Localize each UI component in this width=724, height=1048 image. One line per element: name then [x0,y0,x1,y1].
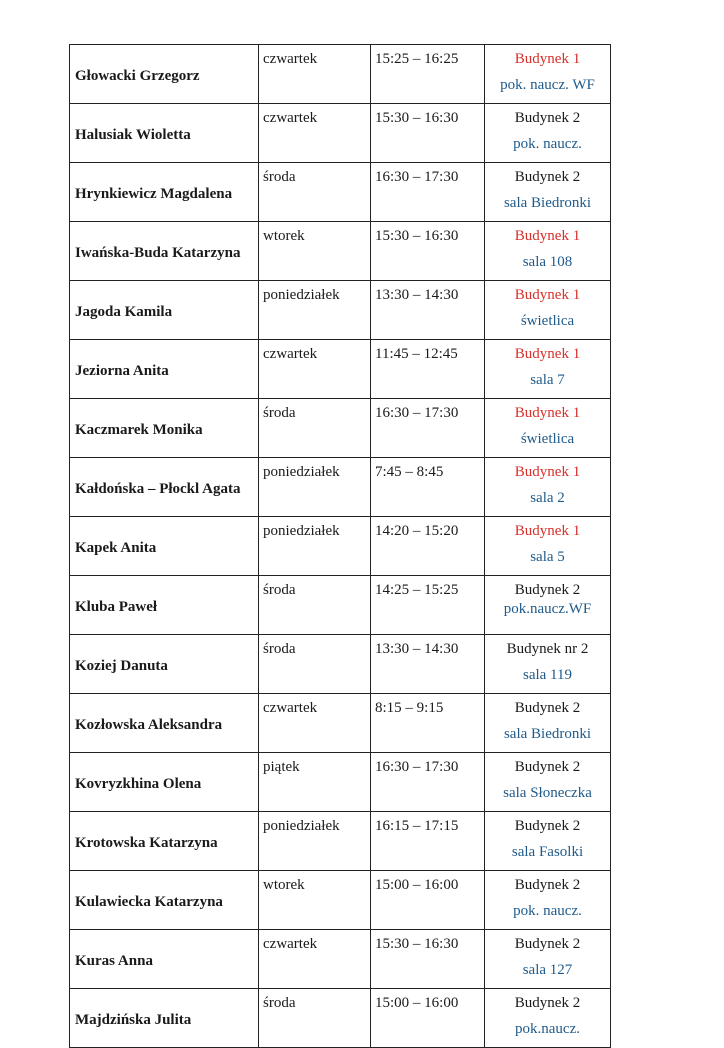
building-label: Budynek 2 [514,700,581,716]
location-cell [485,340,611,399]
building-label: Budynek 1 [514,346,581,362]
building-label: Budynek 2 [514,936,581,952]
building-label: Budynek 2 [514,110,581,126]
weekday: piątek [259,753,371,812]
weekday: środa [259,989,371,1048]
room-label: sala Biedronki [503,195,592,211]
time-range: 7:45 – 8:45 [371,458,485,517]
weekday: czwartek [259,45,371,104]
table-row [70,281,611,340]
time-range: 15:30 – 16:30 [371,104,485,163]
table-row [70,517,611,576]
location-cell [485,399,611,458]
weekday: poniedziałek [259,458,371,517]
building-label: Budynek 1 [514,405,581,421]
weekday: wtorek [259,222,371,281]
time-range: 14:25 – 15:25 [371,576,485,635]
room-label: sala 127 [522,962,573,978]
building-label: Budynek 1 [514,523,581,539]
weekday: środa [259,399,371,458]
room-label: sala 119 [522,667,572,683]
building-label: Budynek 2 [514,877,581,893]
time-range: 15:00 – 16:00 [371,989,485,1048]
room-label: sala 5 [530,549,565,565]
weekday: czwartek [259,340,371,399]
location-cell [485,989,611,1048]
location-cell [485,281,611,340]
room-label: pok. naucz. [513,903,582,919]
teacher-name: Kuras Anna [70,930,259,989]
time-range: 15:30 – 16:30 [371,222,485,281]
weekday: poniedziałek [259,281,371,340]
weekday: czwartek [259,930,371,989]
time-range: 8:15 – 9:15 [371,694,485,753]
room-label: sala Biedronki [503,726,592,742]
consultation-schedule-table [69,44,611,1048]
teacher-name: Iwańska-Buda Katarzyna [70,222,259,281]
room-label: pok. naucz. WF [500,77,595,93]
table-row [70,871,611,930]
building-label: Budynek 1 [514,51,581,67]
table-row [70,812,611,871]
room-label: pok.naucz. [515,1021,580,1037]
table-row [70,104,611,163]
location-cell [485,812,611,871]
location-cell [485,576,611,635]
time-range: 16:15 – 17:15 [371,812,485,871]
weekday: środa [259,576,371,635]
building-label: Budynek nr 2 [506,641,589,657]
teacher-name: Jeziorna Anita [70,340,259,399]
table-row [70,576,611,635]
table-row [70,694,611,753]
location-cell [485,635,611,694]
time-range: 16:30 – 17:30 [371,753,485,812]
time-range: 11:45 – 12:45 [371,340,485,399]
building-label: Budynek 2 [514,169,581,185]
table-row [70,989,611,1048]
time-range: 15:00 – 16:00 [371,871,485,930]
table-row [70,222,611,281]
weekday: poniedziałek [259,812,371,871]
time-range: 16:30 – 17:30 [371,163,485,222]
room-label: sala 7 [530,372,565,388]
weekday: poniedziałek [259,517,371,576]
location-cell [485,222,611,281]
building-label: Budynek 1 [514,464,581,480]
teacher-name: Halusiak Wioletta [70,104,259,163]
time-range: 15:25 – 16:25 [371,45,485,104]
weekday: środa [259,635,371,694]
room-label: świetlica [520,431,575,447]
room-label: pok.naucz.WF [503,601,592,617]
time-range: 16:30 – 17:30 [371,399,485,458]
teacher-name: Kapek Anita [70,517,259,576]
table-row [70,340,611,399]
location-cell [485,871,611,930]
table-row [70,753,611,812]
room-label: pok. naucz. [513,136,582,152]
location-cell [485,163,611,222]
building-label: Budynek 2 [514,759,581,775]
table-row [70,163,611,222]
weekday: wtorek [259,871,371,930]
teacher-name: Kaczmarek Monika [70,399,259,458]
location-cell [485,753,611,812]
time-range: 15:30 – 16:30 [371,930,485,989]
location-cell [485,45,611,104]
teacher-name: Kałdońska – Płockl Agata [70,458,259,517]
room-label: sala Słoneczka [503,785,592,801]
schedule-body [70,45,611,1048]
location-cell [485,517,611,576]
time-range: 14:20 – 15:20 [371,517,485,576]
weekday: środa [259,163,371,222]
table-row [70,399,611,458]
location-cell [485,930,611,989]
location-cell [485,104,611,163]
teacher-name: Głowacki Grzegorz [70,45,259,104]
teacher-name: Koziej Danuta [70,635,259,694]
table-row [70,45,611,104]
teacher-name: Kozłowska Aleksandra [70,694,259,753]
room-label: świetlica [520,313,575,329]
teacher-name: Kulawiecka Katarzyna [70,871,259,930]
location-cell [485,458,611,517]
teacher-name: Krotowska Katarzyna [70,812,259,871]
weekday: czwartek [259,104,371,163]
table-row [70,635,611,694]
teacher-name: Hrynkiewicz Magdalena [70,163,259,222]
table-row [70,930,611,989]
room-label: sala Fasolki [511,844,584,860]
room-label: sala 108 [522,254,573,270]
time-range: 13:30 – 14:30 [371,635,485,694]
room-label: sala 2 [530,490,565,506]
teacher-name: Majdzińska Julita [70,989,259,1048]
table-row [70,458,611,517]
building-label: Budynek 1 [514,287,581,303]
teacher-name: Kluba Paweł [70,576,259,635]
teacher-name: Kovryzkhina Olena [70,753,259,812]
building-label: Budynek 2 [514,995,581,1011]
building-label: Budynek 2 [514,818,581,834]
time-range: 13:30 – 14:30 [371,281,485,340]
weekday: czwartek [259,694,371,753]
teacher-name: Jagoda Kamila [70,281,259,340]
building-label: Budynek 1 [514,228,581,244]
location-cell [485,694,611,753]
building-label: Budynek 2 [514,582,581,598]
